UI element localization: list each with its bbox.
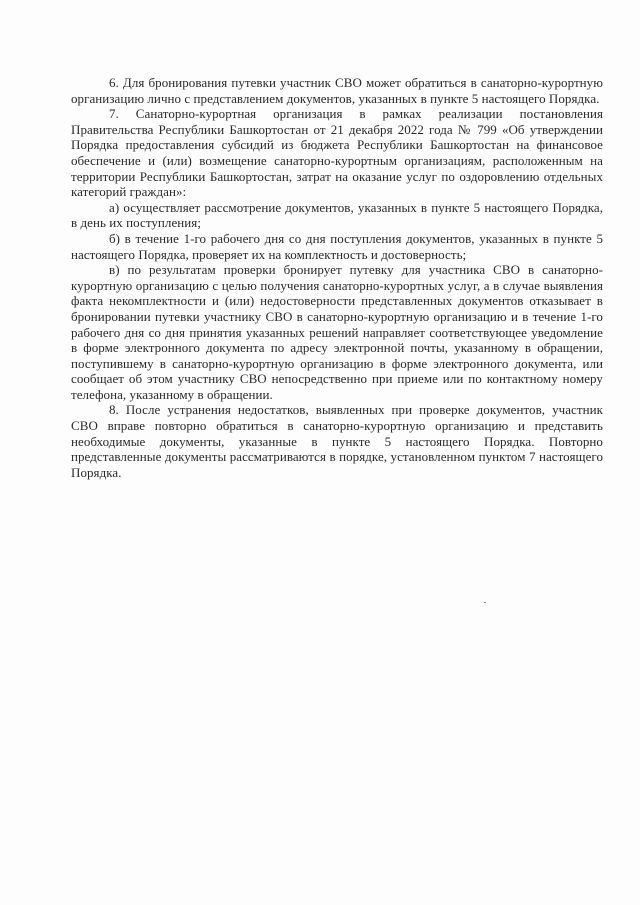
- paragraph-8: 8. После устранения недостатков, выявленных при проверке документов, участник СВО вправе повторно обратиться в санаторно-курортную организацию и представить необходимые документы, указанные в пункте 5 настоящего Порядка. Повторно представленные документы рассматриваются в порядке, установленном пунктом 7 настоящего Порядка.: [71, 402, 603, 480]
- paragraph-6: 6. Для бронирования путевки участник СВО может обратиться в санаторно-курортную организацию лично с представлением документов, указанных в пункте 5 настоящего Порядка.: [71, 75, 603, 106]
- paragraph-7b: б) в течение 1-го рабочего дня со дня поступления документов, указанных в пункте 5 настоящего Порядка, проверяет их на комплектность и достоверность;: [71, 230, 603, 262]
- paragraph-7a: а) осуществляет рассмотрение документов, указанных в пункте 5 настоящего Порядка, в день их поступления;: [71, 199, 603, 231]
- paragraph-7: 7. Санаторно-курортная организация в рамках реализации постановления Правительства Республики Башкортостан от 21 декабря 2022 года № 799 «Об утверждении Порядка предоставления субсидий из бюджета Республики Башкортостан на финансовое обеспечение и (или) возмещение санаторно-курортным организациям, расположенным на территории Республики Башкортостан, затрат на оказание услуг по оздоровлению отдельных категорий граждан»:: [71, 106, 603, 200]
- paragraph-7v: в) по результатам проверки бронирует путевку для участника СВО в санаторно-курортную организацию с целью получения санаторно-курортных услуг, а в случае выявления факта некомплектности и (или) недостоверности представленных документов отказывает в бронировании путевки участнику СВО в санаторно-курортную организацию и в течение 1-го рабочего дня со дня принятия указанных решений направляет соответствующее уведомление в форме электронного документа по адресу электронной почты, указанному в обращении, поступившему в санаторно-курортную организацию в форме электронного документа, или сообщает об этом участнику СВО непосредственно при приеме или по контактному номеру телефона, указанному в обращении.: [71, 262, 603, 402]
- document-body: [71, 75, 603, 480]
- scan-speck: [484, 602, 486, 603]
